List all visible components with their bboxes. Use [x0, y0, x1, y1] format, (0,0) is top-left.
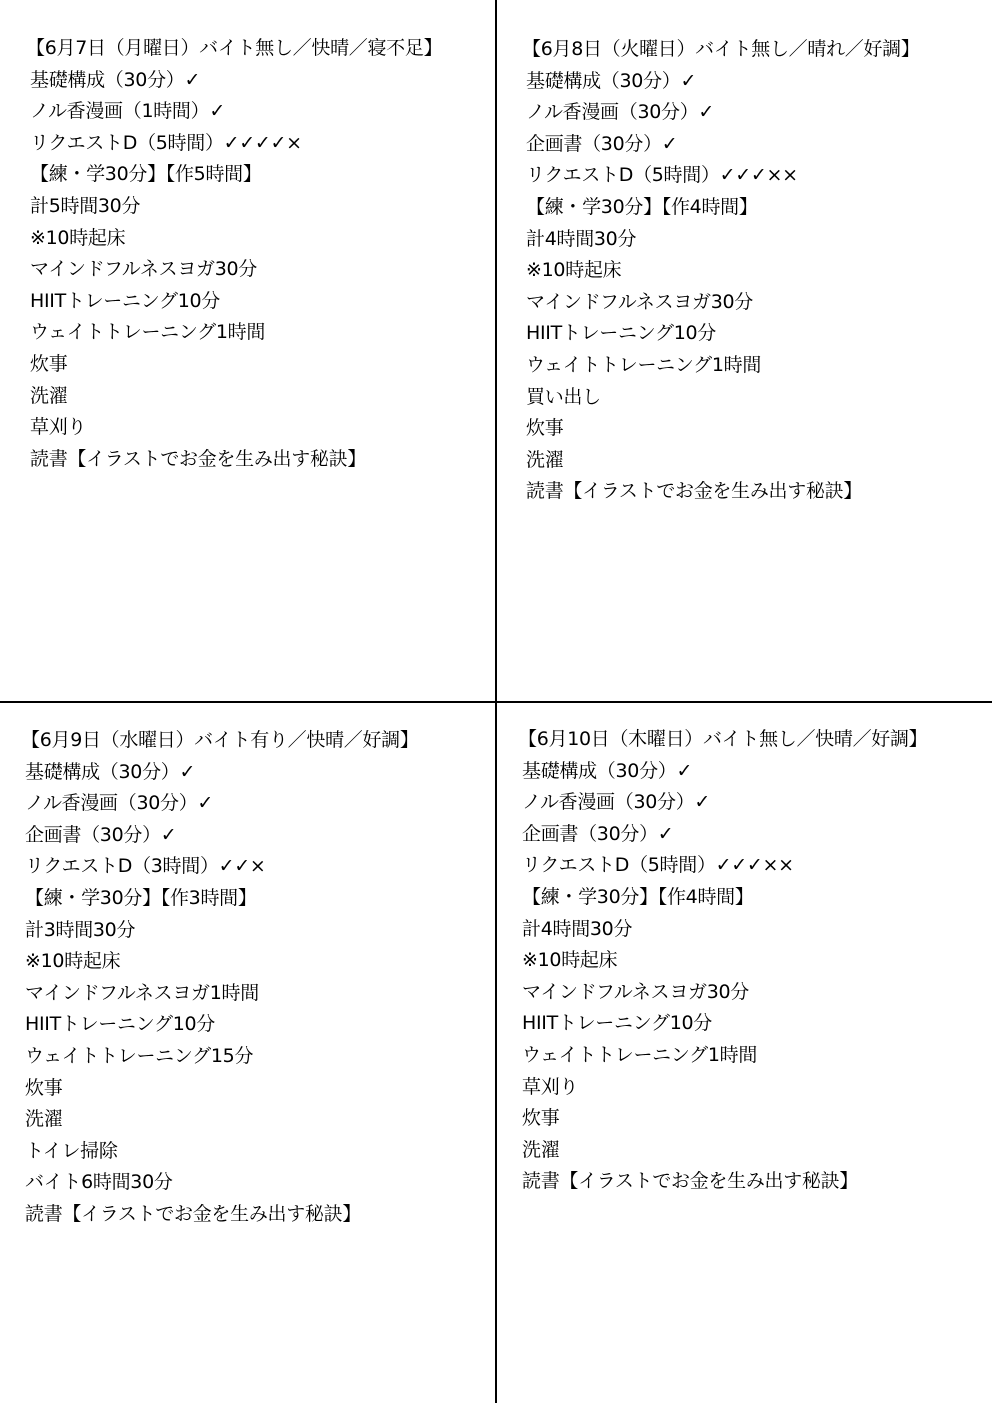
- entry-line: 【練・学30分】【作4時間】: [526, 195, 758, 218]
- entry-line: 基礎構成（30分）✓: [522, 759, 693, 782]
- entry-line: リクエストD（5時間）✓✓✓✓×: [30, 131, 302, 154]
- entry-line: 【練・学30分】【作3時間】: [25, 886, 257, 909]
- entry-line: ※10時起床: [526, 259, 622, 282]
- entry-line: ※10時起床: [522, 949, 618, 972]
- entry-line: ウェイトトレーニング15分: [25, 1044, 254, 1067]
- entry-heading: 【6月9日（水曜日）バイト有り／快晴／好調】: [21, 729, 419, 751]
- entry-line: マインドフルネスヨガ30分: [30, 258, 257, 281]
- entry-line: 基礎構成（30分）✓: [526, 69, 697, 92]
- entry-line: 基礎構成（30分）✓: [25, 760, 196, 783]
- entry-line: ノル香漫画（1時間）✓: [30, 100, 225, 123]
- entry-line: ※10時起床: [30, 226, 126, 249]
- entry-line: 読書【イラストでお金を生み出す秘訣】: [25, 1202, 362, 1225]
- entry-line: 読書【イラストでお金を生み出す秘訣】: [522, 1170, 859, 1193]
- entry-line: 洗濯: [25, 1108, 63, 1131]
- entry-line: 洗濯: [30, 384, 68, 407]
- entry-line: マインドフルネスヨガ1時間: [25, 981, 259, 1004]
- entry-line: 計5時間30分: [30, 194, 141, 217]
- entry-line: ノル香漫画（30分）✓: [526, 101, 715, 124]
- entry-line: 計4時間30分: [522, 917, 633, 940]
- entry-line: HIITトレーニング10分: [522, 1012, 712, 1035]
- entry-line: リクエストD（3時間）✓✓×: [25, 855, 266, 878]
- entry-line: 草刈り: [522, 1075, 579, 1098]
- entry-line: マインドフルネスヨガ30分: [522, 980, 749, 1003]
- entry-line: 【練・学30分】【作4時間】: [522, 885, 754, 908]
- entry-line: 基礎構成（30分）✓: [30, 68, 201, 91]
- entry-heading: 【6月10日（木曜日）バイト無し／快晴／好調】: [518, 728, 928, 750]
- entry-line: ノル香漫画（30分）✓: [25, 792, 214, 815]
- entry-line: ノル香漫画（30分）✓: [522, 791, 711, 814]
- entry-line: リクエストD（5時間）✓✓✓××: [526, 164, 798, 187]
- entry-line: マインドフルネスヨガ30分: [526, 290, 753, 313]
- entry-line: 企画書（30分）✓: [526, 132, 678, 155]
- entry-line: 企画書（30分）✓: [25, 823, 177, 846]
- entry-line: HIITトレーニング10分: [25, 1013, 215, 1036]
- entry-line: ※10時起床: [25, 950, 121, 973]
- entry-line: ウェイトトレーニング1時間: [526, 353, 762, 376]
- entry-line: 炊事: [526, 417, 564, 440]
- entry-line: ウェイトトレーニング1時間: [30, 321, 266, 344]
- entry-line: HIITトレーニング10分: [30, 289, 220, 312]
- entry-line: 炊事: [25, 1076, 63, 1099]
- entry-line: 炊事: [522, 1107, 560, 1130]
- entry-line: 草刈り: [30, 416, 87, 439]
- entry-line: 洗濯: [526, 448, 564, 471]
- entry-line: リクエストD（5時間）✓✓✓××: [522, 854, 794, 877]
- entry-line: ウェイトトレーニング1時間: [522, 1043, 758, 1066]
- day-entry-june-8: [522, 34, 920, 508]
- entry-line: 洗濯: [522, 1138, 560, 1161]
- day-entry-june-10: [518, 724, 928, 1198]
- entry-line: 買い出し: [526, 385, 601, 408]
- entry-line: 読書【イラストでお金を生み出す秘訣】: [30, 447, 367, 470]
- entry-line: 企画書（30分）✓: [522, 822, 674, 845]
- entry-line: 計3時間30分: [25, 918, 136, 941]
- entry-line: 【練・学30分】【作5時間】: [30, 163, 262, 186]
- entry-heading: 【6月7日（月曜日）バイト無し／快晴／寝不足】: [26, 37, 443, 59]
- horizontal-divider: [0, 701, 992, 703]
- entry-line: 読書【イラストでお金を生み出す秘訣】: [526, 480, 863, 503]
- entry-line: 炊事: [30, 352, 68, 375]
- day-entry-june-7: [26, 33, 443, 475]
- entry-heading: 【6月8日（火曜日）バイト無し／晴れ／好調】: [522, 38, 920, 60]
- entry-line: HIITトレーニング10分: [526, 322, 716, 345]
- entry-line: 計4時間30分: [526, 227, 637, 250]
- entry-line: トイレ掃除: [25, 1139, 118, 1162]
- entry-line: バイト6時間30分: [25, 1171, 173, 1194]
- day-entry-june-9: [21, 725, 419, 1231]
